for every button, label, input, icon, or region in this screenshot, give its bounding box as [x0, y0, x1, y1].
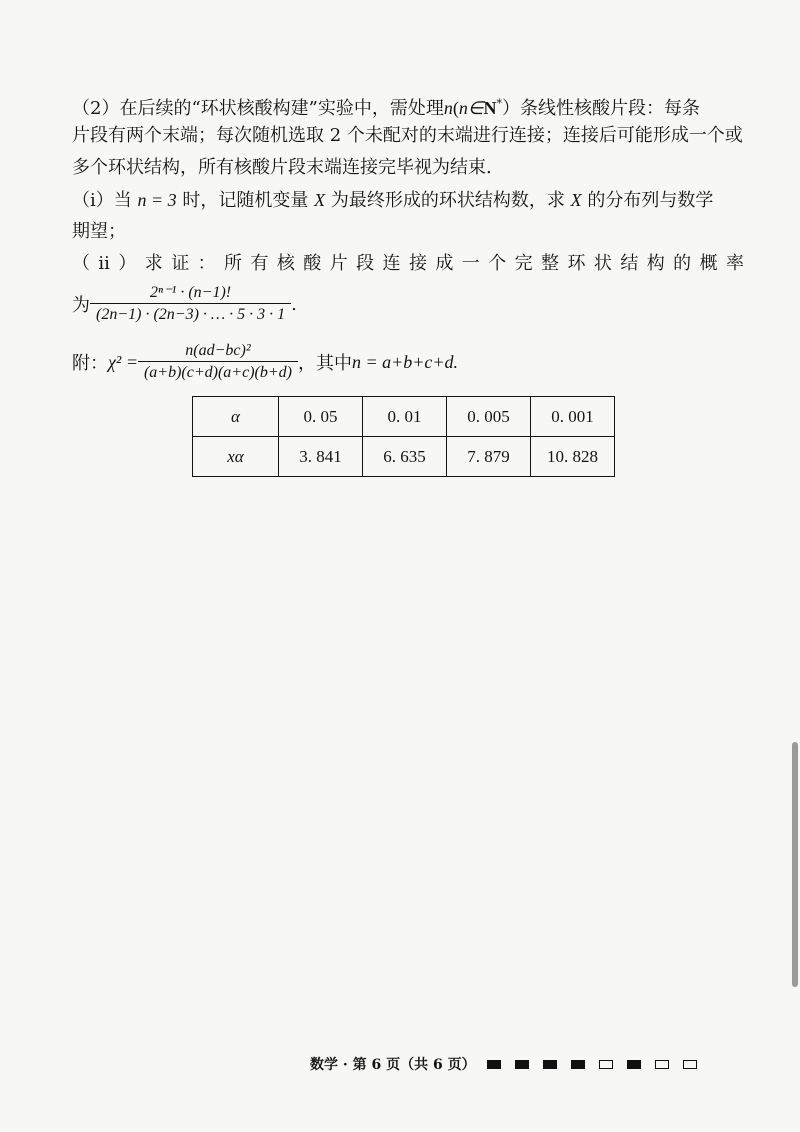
table-cell: 0. 01 [363, 397, 447, 437]
sub1-paragraph [72, 184, 744, 248]
table-cell: 0. 005 [447, 397, 531, 437]
probability-fraction [90, 283, 291, 326]
part2-text: （2）在后续的“环状核酸构建”实验中，需处理 [72, 98, 444, 119]
chi-square-denominator: (a+b)(c+d)(a+c)(b+d) [138, 361, 298, 384]
var-n: n [443, 98, 453, 118]
part2-line1 [72, 88, 744, 120]
critical-value-table [192, 396, 615, 477]
chi-square-lhs: χ² = [108, 351, 138, 372]
part2-paragraph [72, 88, 744, 184]
appendix-n-equation: n = a+b+c+d. [351, 351, 459, 372]
page-footer: 数学 · 第 6 页（共 6 页） [310, 1057, 476, 1073]
scrollbar[interactable] [792, 742, 798, 987]
part2-text-b: ）条线性核酸片段：每条 [502, 98, 701, 119]
table-cell: 0. 05 [279, 397, 363, 437]
chi-square-numerator: n(ad−bc)² [185, 341, 251, 359]
sub1-text-c: 的分布列与数学 [587, 190, 714, 211]
star-superscript: * [496, 97, 503, 110]
sub2-line1: （ⅱ）求证：所有核酸片段连接成一个完整环状结构的概率 [72, 253, 744, 274]
appendix-tail: ，其中 [297, 353, 352, 374]
appendix-label: 附： [72, 353, 108, 374]
var-X: X [314, 190, 326, 210]
table-row [193, 397, 615, 437]
marker-block-outline [655, 1060, 669, 1069]
probability-denominator: (2n−1) · (2n−3) · … · 5 · 3 · 1 [90, 303, 291, 326]
marker-block-filled [571, 1060, 585, 1069]
table-header-alpha: α [193, 397, 279, 437]
chi-square-formula [72, 335, 458, 389]
sub2-prefix: 为 [72, 295, 90, 316]
marker-block-filled [627, 1060, 641, 1069]
sub1-equation: n = 3 [137, 190, 177, 210]
natural-numbers-symbol: N [483, 98, 497, 118]
table-cell: 6. 635 [363, 437, 447, 477]
marker-block-outline [599, 1060, 613, 1069]
table-cell: 3. 841 [279, 437, 363, 477]
chi-square-fraction [138, 341, 298, 384]
marker-block-outline [683, 1060, 697, 1069]
sub1-text-a: 时，记随机变量 [182, 190, 309, 211]
table-cell: 7. 879 [447, 437, 531, 477]
part2-line3: 多个环状结构，所有核酸片段末端连接完毕视为结束. [72, 157, 492, 178]
sub2-suffix: . [291, 293, 297, 315]
marker-block-filled [487, 1060, 501, 1069]
n-in-set: n∈ [458, 98, 484, 118]
table-row [193, 437, 615, 477]
part2-line2: 片段有两个末端；每次随机选取 2 个未配对的末端进行连接；连接后可能形成一个或 [72, 125, 743, 146]
sub1-marker: （ⅰ）当 [72, 190, 132, 211]
sub2-paragraph [72, 248, 744, 280]
var-X-2: X [570, 190, 582, 210]
table-header-x-alpha: xα [193, 437, 279, 477]
sub1-line2: 期望； [72, 221, 126, 242]
marker-block-filled [515, 1060, 529, 1069]
table-cell: 0. 001 [531, 397, 615, 437]
marker-block-filled [543, 1060, 557, 1069]
footer-marker-blocks [487, 1060, 697, 1069]
paren: ( [452, 98, 459, 118]
sub1-line1 [72, 184, 744, 216]
probability-formula [72, 282, 297, 326]
sub1-text-b: 为最终形成的环状结构数，求 [330, 190, 565, 211]
probability-numerator: 2ⁿ⁻¹ · (n−1)! [150, 283, 232, 301]
table-cell: 10. 828 [531, 437, 615, 477]
